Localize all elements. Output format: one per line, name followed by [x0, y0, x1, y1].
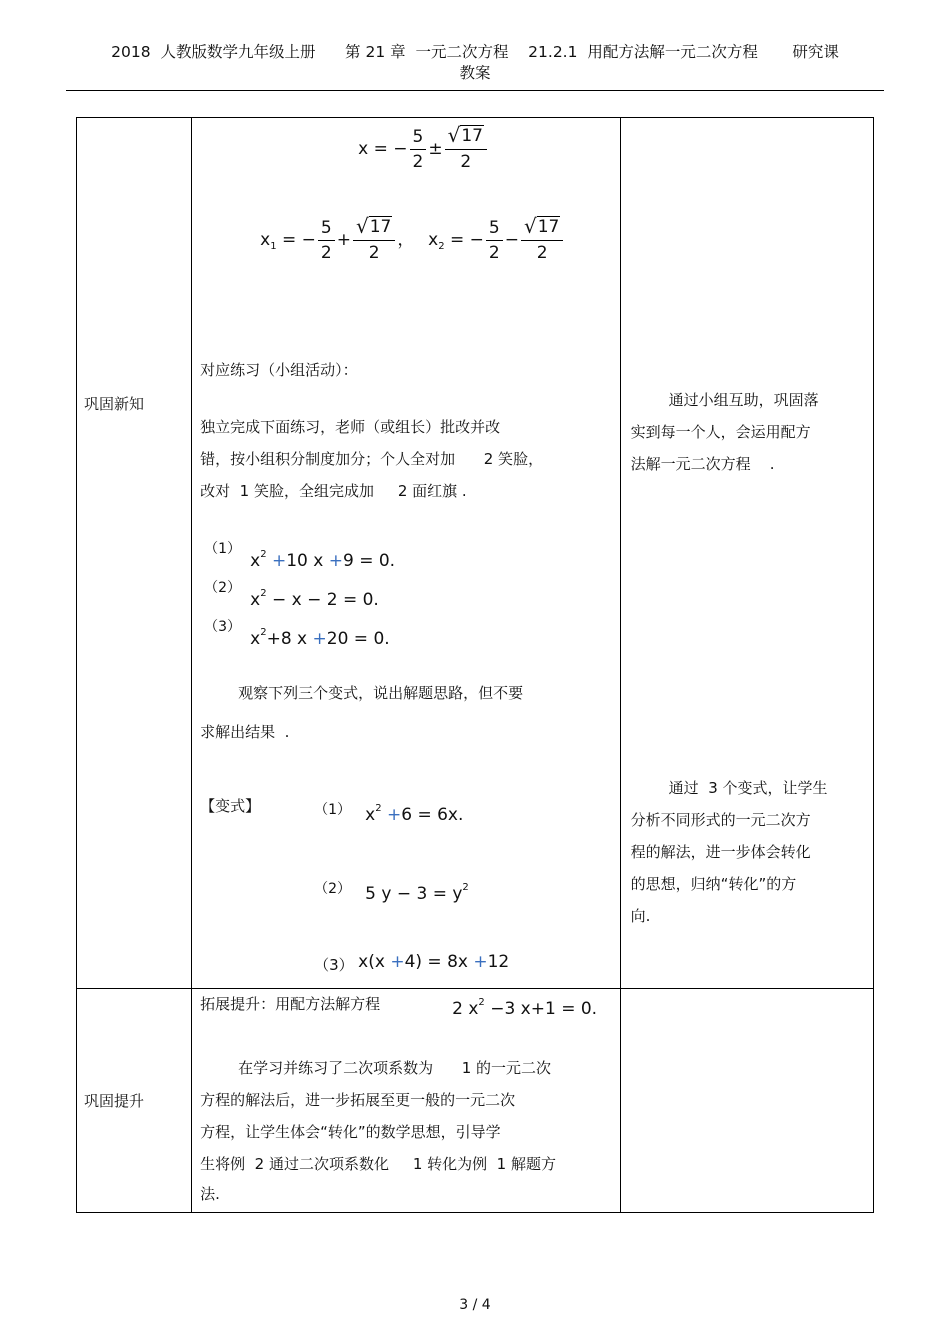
plus-sign: + [328, 551, 343, 571]
lesson-table [76, 117, 874, 1213]
radicand: 17 [461, 126, 483, 146]
equals-minus: = − [444, 230, 484, 250]
variant-3-equation [358, 952, 509, 972]
extension-equation [452, 997, 597, 1019]
extension-line-3: 方程，让学生体会“转化”的数学思想，引导学 [200, 1123, 501, 1141]
superscript: 2 [375, 803, 382, 814]
row-label-cell [77, 989, 192, 1213]
term: 2 x [452, 999, 479, 1019]
term: x [250, 551, 261, 571]
radicand: 17 [537, 217, 560, 237]
plus-sign: + [386, 805, 402, 825]
plus-sign: + [390, 952, 405, 972]
row-label: 巩固新知 [84, 395, 145, 413]
plus-sign: + [312, 629, 327, 649]
numerator: 5 [410, 125, 427, 150]
fraction-sqrt17-over-2 [521, 215, 563, 265]
extension-line-5: 法. [200, 1185, 220, 1203]
equals-minus: = − [368, 139, 408, 159]
term: 10 x [286, 551, 329, 571]
extension-line-1: 在学习并练习了二次项系数为 1 的一元二次 [238, 1059, 552, 1077]
note1-line-1: 通过小组互助，巩固落 [668, 391, 819, 409]
term: 12 [487, 952, 510, 972]
denominator: 2 [460, 152, 472, 172]
superscript: 2 [260, 549, 267, 560]
exercise-1-equation [250, 549, 395, 571]
numerator: 5 [486, 216, 503, 241]
fraction-sqrt17-over-2 [353, 215, 395, 265]
note2-line-3: 程的解法，进一步体会转化 [630, 843, 811, 861]
row-label-cell [77, 118, 192, 989]
row-label: 巩固提升 [84, 1092, 145, 1110]
observe-line-1: 观察下列三个变式，说出解题思路，但不要 [238, 684, 524, 702]
sqrt-icon: √ [447, 123, 461, 147]
table-row-consolidate [77, 118, 874, 989]
fraction-5-over-2 [410, 125, 427, 174]
term: −3 x+1 = 0. [484, 999, 598, 1019]
notes-cell [620, 989, 873, 1213]
superscript: 2 [478, 997, 485, 1008]
note2-line-1: 通过 3 个变式，让学生 [668, 779, 828, 797]
fraction-5-over-2 [486, 216, 503, 265]
practice-line-2: 错，按小组积分制度加分；个人全对加 2 笑脸， [200, 450, 544, 468]
superscript: 2 [260, 627, 267, 638]
variant-label: 【变式】 [200, 797, 261, 815]
term: x [365, 805, 376, 825]
practice-line-3: 改对 1 笑脸，全组完成加 2 面红旗 . [200, 482, 467, 500]
term: 4) = 8x [404, 952, 474, 972]
variant-1-number: （1） [314, 802, 352, 818]
header-title-line2: 教案 [459, 64, 491, 82]
note2-line-5: 向. [630, 907, 651, 925]
term: x [250, 590, 261, 610]
subscript: 2 [438, 241, 445, 252]
denominator: 2 [320, 242, 332, 263]
formula-x2 [428, 215, 565, 265]
var-x: x [358, 139, 369, 159]
practice-title: 对应练习（小组活动）： [200, 361, 358, 379]
exercise-3-equation [250, 627, 390, 649]
plus-sign: + [271, 551, 287, 571]
note2-line-2: 分析不同形式的一元二次方 [630, 811, 811, 829]
term: 9 = 0. [342, 551, 396, 571]
numerator: 5 [318, 216, 335, 241]
term: 6 = 6x. [401, 805, 464, 825]
observe-line-2: 求解出结果 . [200, 723, 290, 741]
fraction-sqrt17-over-2 [445, 124, 487, 174]
variant-2-number: （2） [314, 881, 352, 897]
var-x: x [260, 230, 271, 250]
superscript: 2 [462, 882, 469, 893]
plus-minus: ± [428, 139, 443, 159]
fraction-5-over-2 [318, 216, 335, 265]
denominator: 2 [368, 243, 380, 263]
operator: + [336, 230, 351, 250]
note2-line-4: 的思想，归纳“转化”的方 [630, 875, 797, 893]
content-cell [192, 989, 621, 1213]
table-row-improve [77, 989, 874, 1213]
denominator: 2 [536, 243, 548, 263]
superscript: 2 [260, 588, 267, 599]
exercise-3-number: （3） [204, 619, 242, 635]
notes-cell [620, 118, 873, 989]
page-number: 3 / 4 [459, 1297, 491, 1313]
operator: − [504, 230, 519, 250]
subscript: 1 [270, 241, 277, 252]
exercise-2-equation [250, 588, 379, 610]
exercise-2-number: （2） [204, 580, 242, 596]
denominator: 2 [488, 242, 500, 263]
formula-solution [358, 124, 489, 174]
extension-line-2: 方程的解法后，进一步拓展至更一般的一元二次 [200, 1091, 516, 1109]
note1-line-3: 法解一元二次方程 . [630, 455, 775, 473]
header-title-line1: 2018 人教版数学九年级上册 第 21 章 一元二次方程 21.2.1 用配方法解一元二次方程 研究课 [111, 43, 839, 61]
term: − x − 2 = 0. [266, 590, 379, 610]
equals-minus: = − [276, 230, 316, 250]
extension-title: 拓展提升：用配方法解方程 [200, 995, 381, 1013]
exercise-1-number: （1） [204, 541, 242, 557]
plus-sign: + [473, 952, 488, 972]
var-x: x [428, 230, 439, 250]
formula-x1 [260, 215, 414, 265]
radicand: 17 [369, 217, 392, 237]
term: x [250, 629, 261, 649]
content-cell [192, 118, 621, 989]
variant-2-equation [365, 882, 469, 904]
comma: ， [397, 230, 415, 250]
note1-line-2: 实到每一个人，会运用配方 [630, 423, 811, 441]
variant-1-equation [365, 803, 463, 825]
practice-line-1: 独立完成下面练习，老师（或组长）批改并改 [200, 418, 501, 436]
sqrt-icon: √ [523, 214, 537, 238]
extension-line-4: 生将例 2 通过二次项系数化 1 转化为例 1 解题方 [200, 1155, 556, 1173]
term: 20 = 0. [326, 629, 390, 649]
term: x(x [358, 952, 391, 972]
term: +8 x [266, 629, 313, 649]
sqrt-icon: √ [355, 214, 369, 238]
header-divider [66, 90, 884, 91]
page-header [66, 42, 884, 84]
variant-3-number: （3） [314, 956, 354, 974]
denominator: 2 [412, 151, 424, 172]
term: 5 y − 3 = y [365, 884, 463, 904]
